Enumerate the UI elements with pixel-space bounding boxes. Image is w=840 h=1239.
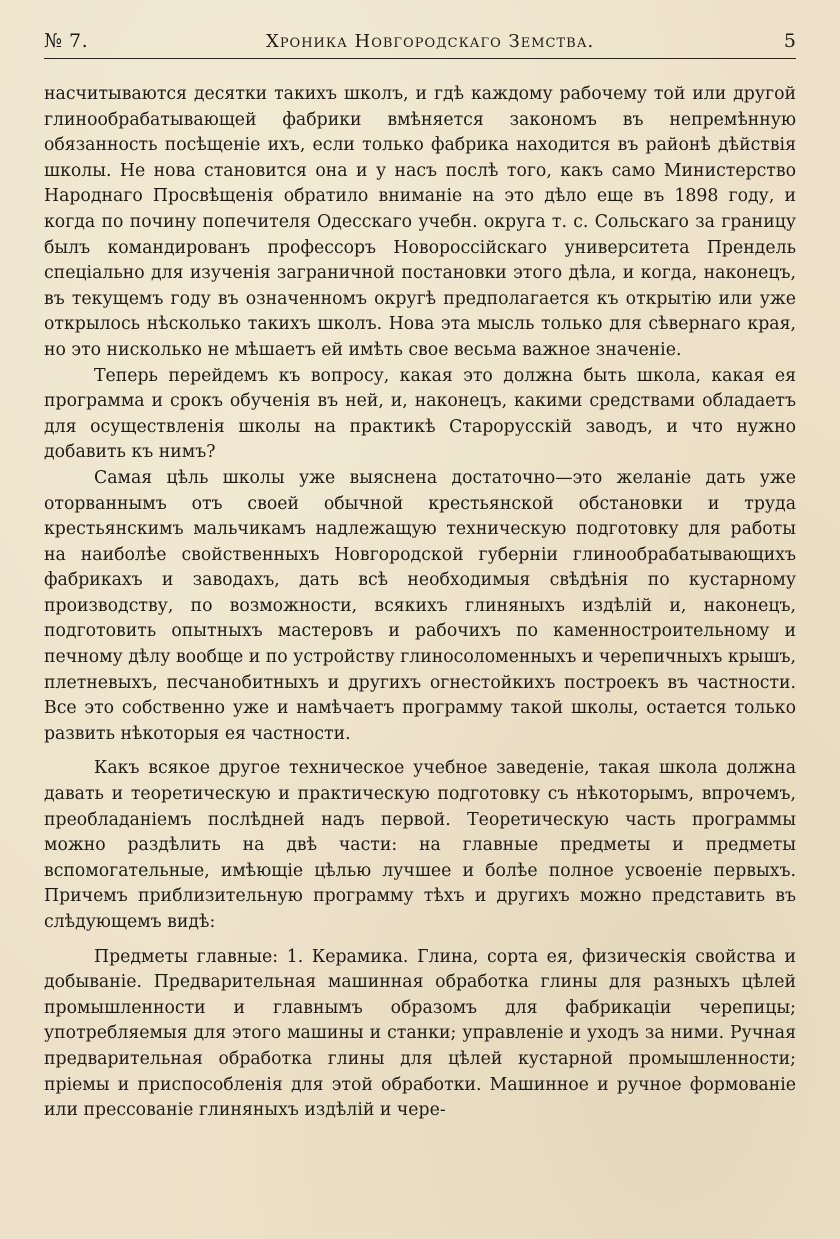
paragraph-program-parts: Какъ всякое другое техническое учебное заведеніе, такая школа должна давать и теоретическую и практическую подготовку съ нѣкоторымъ, впрочемъ, преобладаніемъ послѣдней надъ первой. Теоретическую часть программы можно раздѣлить на двѣ части: на главные предметы и предметы вспомогательные, имѣющіе цѣлью лучшее и болѣе полное усвоеніе первыхъ. Причемъ приблизительную программу тѣхъ и другихъ можно представить въ слѣдующемъ видѣ:	[44, 758, 796, 932]
paragraph-main-subjects: Предметы главные: 1. Керамика. Глина, сорта ея, физическія свойства и добываніе. Предварительная машинная обработка глины для разныхъ цѣлей промышленности и главнымъ образомъ для фабрикаціи черепицы; употребляемыя для этого машины и станки; управленіе и уходъ за ними. Ручная предварительная обработка глины для цѣлей кустарной промышленности; пріемы и приспособленія для этой обработки. Машинное и ручное формованіе или прессованіе глиняныхъ издѣлій и чере-	[44, 946, 796, 1121]
page-number: 5	[783, 30, 796, 52]
body-text	[44, 82, 796, 1124]
paragraph-question: Теперь перейдемъ къ вопросу, какая это должна быть школа, какая ея программа и срокъ обученія въ ней, и, наконецъ, какими средствами обладаетъ для осуществленія школы на практикѣ Старорусскій заводъ, и что нужно добавить къ нимъ?	[44, 365, 796, 463]
header-rule	[44, 58, 796, 59]
paragraph-continued: насчитываются десятки такихъ школъ, и гдѣ каждому рабочему той или другой глинообрабатывающей фабрики вмѣняется закономъ въ непремѣнную обязанность посѣщеніе ихъ, если только фабрика находится въ районѣ дѣйствія школы. Не нова становится она и у насъ послѣ того, какъ само Министерство Народнаго Просвѣщенія обратило вниманіе на это дѣло еще въ 1898 году, и когда по почину попечителя Одесскаго учебн. округа т. с. Сольскаго за границу былъ командированъ профессоръ Новороссійскаго университета Прендель спеціально для изученія заграничной постановки этого дѣла, и когда, наконецъ, въ текущемъ году въ означенномъ округѣ предполагается къ открытію или уже открылось нѣсколько такихъ школъ. Нова эта мысль только для сѣвернаго края, но это нисколько не мѣшаетъ ей имѣть свое весьма важное значеніе.	[44, 84, 796, 360]
paragraph-school-goal: Самая цѣль школы уже выяснена достаточно—это желаніе дать уже оторваннымъ отъ своей обычной крестьянской обстановки и труда крестьянскимъ мальчикамъ надлежащую техническую подготовку для работы на наиболѣе свойственныхъ Новгородской губерніи глинообрабатывающихъ фабрикахъ и заводахъ, дать всѣ необходимыя свѣдѣнія по кустарному производству, по возможности, всякихъ глиняныхъ издѣлій и, наконецъ, подготовить опытныхъ мастеровъ и рабочихъ по каменностроительному и печному дѣлу вообще и по устройству глиносоломенныхъ и черепичныхъ крышъ, плетневыхъ, песчанобитныхъ и другихъ огнестойкихъ построекъ въ частности. Все это собственно уже и намѣчаетъ программу такой школы, остается только развить нѣкоторыя ея частности.	[44, 467, 796, 744]
issue-number: № 7.	[44, 30, 89, 52]
running-header	[44, 30, 796, 60]
running-title: Хроника Новгородскаго Земства.	[266, 31, 595, 52]
